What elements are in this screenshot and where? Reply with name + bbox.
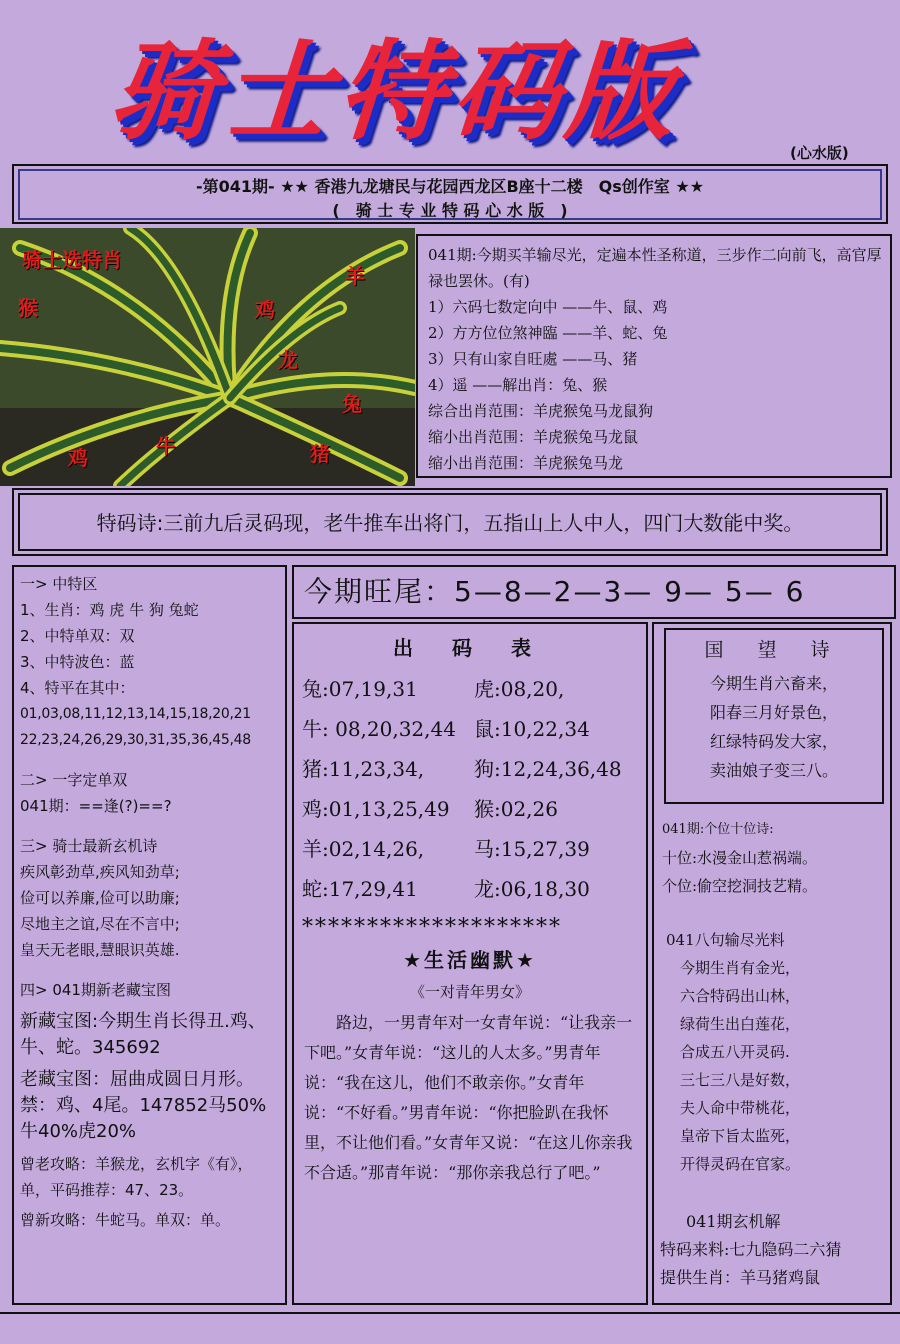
eight-line-poem	[662, 926, 890, 1178]
poem-line: 疾风彰劲草,疾风知劲草;	[20, 863, 180, 881]
section-title: 三> 骑士最新玄机诗	[20, 837, 158, 855]
table-cell: 猪:11,23,34,	[302, 757, 425, 781]
zeng-old-strategy: 曾老攻略：羊猴龙，玄机字《有》，单，平码推荐：47、23。	[20, 1155, 253, 1199]
new-treasure-map: 新藏宝图:今期生肖长得丑.鸡、牛、蛇。345692	[20, 1011, 266, 1058]
star-divider: ********************	[302, 915, 562, 940]
table-row	[302, 789, 638, 829]
header-line-2: ( 骑 士 专 业 特 码 心 水 版 )	[332, 201, 568, 220]
left-column	[12, 565, 287, 1305]
bottom-strip	[0, 1312, 900, 1344]
prediction-line: 2）方方位位煞神臨 ——羊、蛇、兔	[428, 324, 668, 342]
table-row	[302, 829, 638, 869]
section-title: 二> 一字定单双	[20, 771, 128, 789]
table-row	[302, 669, 638, 709]
prediction-intro: 041期:今期买羊输尽光，定遍本性圣称道，三步作二向前飞，高官厚禄也罢休。(有)	[428, 246, 882, 290]
table-cell: 龙:06,18,30	[474, 877, 590, 901]
mystery-title: 041期玄机解	[686, 1212, 781, 1231]
poem-line: 红绿特码发大家，	[709, 732, 838, 751]
poem-line: 夫人命中带桃花，	[680, 1099, 801, 1117]
digit-poem-title: 041期:个位十位诗:	[662, 822, 774, 837]
poem-banner: 特码诗:三前九后灵码现，老牛推车出将门，五指山上人中人，四门大数能中奖。	[18, 493, 882, 551]
plant-label-rabbit: 兔	[342, 392, 362, 416]
poem-line: 六合特码出山林，	[680, 987, 801, 1005]
prediction-range: 缩小出肖范围：羊虎猴兔马龙鼠	[428, 428, 639, 446]
mystery-explain	[660, 1208, 892, 1292]
table-cell: 羊:02,14,26,	[302, 837, 425, 861]
edition-label: (心水版)	[790, 144, 849, 162]
number-line: 01,03,08,11,12,13,14,15,18,20,21	[20, 706, 251, 722]
section-title: 四> 041期新老藏宝图	[20, 981, 171, 999]
humor-subtitle: 《一对青年男女》	[409, 983, 530, 1001]
table-row	[302, 869, 638, 909]
table-cell: 鼠:10,22,34	[474, 717, 590, 741]
plant-caption: 骑士选特肖	[22, 248, 122, 272]
poem-line: 今期生肖六畜来，	[709, 674, 838, 693]
plant-image	[0, 228, 415, 486]
poem-line: 皇天无老眼,慧眼识英雄.	[20, 941, 180, 959]
poem-line: 卖油娘子变三八。	[709, 761, 838, 780]
table-cell: 牛: 08,20,32,44	[302, 717, 456, 741]
plant-label-monkey: 猴	[18, 296, 38, 320]
plant-label-rooster-1: 鸡	[255, 298, 275, 322]
list-item: 2、中特单双：双	[20, 627, 135, 645]
plant-label-ox: 牛	[156, 434, 176, 458]
poem-line: 三七三八是好数，	[680, 1071, 801, 1089]
prediction-range: 综合出肖范围：羊虎猴兔马龙鼠狗	[428, 402, 654, 420]
number-table-title: 出 码 表	[393, 636, 547, 660]
eight-line-title: 041八句输尽光料	[666, 931, 785, 949]
digit-poem	[662, 816, 890, 900]
poem-line: 合成五八开灵码.	[680, 1043, 790, 1061]
old-treasure-map: 老藏宝图：屈曲成圆日月形。禁：鸡、4尾。147852马50%牛40%虎20%	[20, 1069, 267, 1142]
mystery-line: 提供生肖：羊马猪鸡鼠	[660, 1268, 821, 1287]
table-cell: 兔:07,19,31	[302, 677, 418, 701]
page-title: 骑士特码版	[105, 30, 685, 155]
digit-line: 个位:偷空挖洞技艺精。	[662, 877, 818, 895]
table-row	[302, 749, 638, 789]
header-line-1: -第041期- ★★ 香港九龙塘民与花园西龙区B座十二楼 Qs创作室 ★★	[195, 177, 705, 196]
number-line: 22,23,24,26,29,30,31,35,36,45,48	[20, 732, 251, 748]
prediction-line: 1）六码七数定向中 ——牛、鼠、鸡	[428, 298, 668, 316]
number-table	[292, 622, 648, 1305]
table-row	[302, 709, 638, 749]
humor-title: ★生活幽默★	[403, 948, 537, 972]
table-cell: 马:15,27,39	[474, 837, 590, 861]
poem-line: 尽地主之谊,尽在不言中;	[20, 915, 180, 933]
odd-even-text: 041期：==逢(?)==?	[20, 797, 172, 815]
digit-line: 十位:水漫金山惹祸端。	[662, 849, 818, 867]
prediction-line: 4）遥 ——解出肖：兔、猴	[428, 376, 608, 394]
poem-line: 阳春三月好景色，	[709, 703, 838, 722]
poem-line: 俭可以养廉,俭可以助廉;	[20, 889, 180, 907]
table-cell: 蛇:17,29,41	[302, 877, 418, 901]
plant-label-sheep: 羊	[345, 264, 365, 288]
mystery-line: 特码来料:七九隐码二六猜	[660, 1240, 842, 1259]
guowang-poem-box	[664, 628, 884, 804]
list-item: 4、特平在其中：	[20, 679, 135, 697]
plant-label-pig: 猪	[310, 442, 330, 466]
poem-line: 今期生肖有金光，	[680, 959, 801, 977]
table-cell: 狗:12,24,36,48	[474, 757, 622, 781]
table-cell: 猴:02,26	[474, 797, 558, 821]
guowang-title: 国 望 诗	[704, 639, 844, 661]
prediction-range: 缩小出肖范围：羊虎猴兔马龙	[428, 454, 624, 472]
poem-line: 绿荷生出白莲花，	[680, 1015, 801, 1033]
humor-story: 路边，一男青年对一女青年说：“让我亲一下吧。”女青年说：“这儿的人太多。”男青年说：“我在这儿，他们不敢亲你。”女青年说：“不好看。”男青年说：“你把脸趴在我怀里，不让他们看。”女青年又说：“在这儿你亲我不合适。”那青年说：“那你亲我总行了吧。”	[304, 1013, 633, 1182]
poem-line: 开得灵码在官家。	[680, 1155, 801, 1173]
table-cell: 鸡:01,13,25,49	[302, 797, 450, 821]
zeng-new-strategy: 曾新攻略：牛蛇马。单双：单。	[20, 1211, 231, 1229]
prediction-line: 3）只有山家自旺處 ——马、猪	[428, 350, 638, 368]
list-item: 1、生肖：鸡 虎 牛 狗 兔蛇	[20, 601, 199, 619]
prediction-box	[416, 234, 892, 478]
plant-label-rooster-2: 鸡	[68, 446, 88, 470]
plant-label-dragon: 龙	[278, 348, 298, 372]
list-item: 3、中特波色：蓝	[20, 653, 135, 671]
table-cell: 虎:08,20,	[474, 677, 565, 701]
section-title: 一> 中特区	[20, 575, 98, 593]
poem-line: 皇帝下旨太监死，	[680, 1127, 801, 1145]
lucky-tail-banner: 今期旺尾：5—8—2—3— 9— 5— 6	[292, 565, 896, 619]
